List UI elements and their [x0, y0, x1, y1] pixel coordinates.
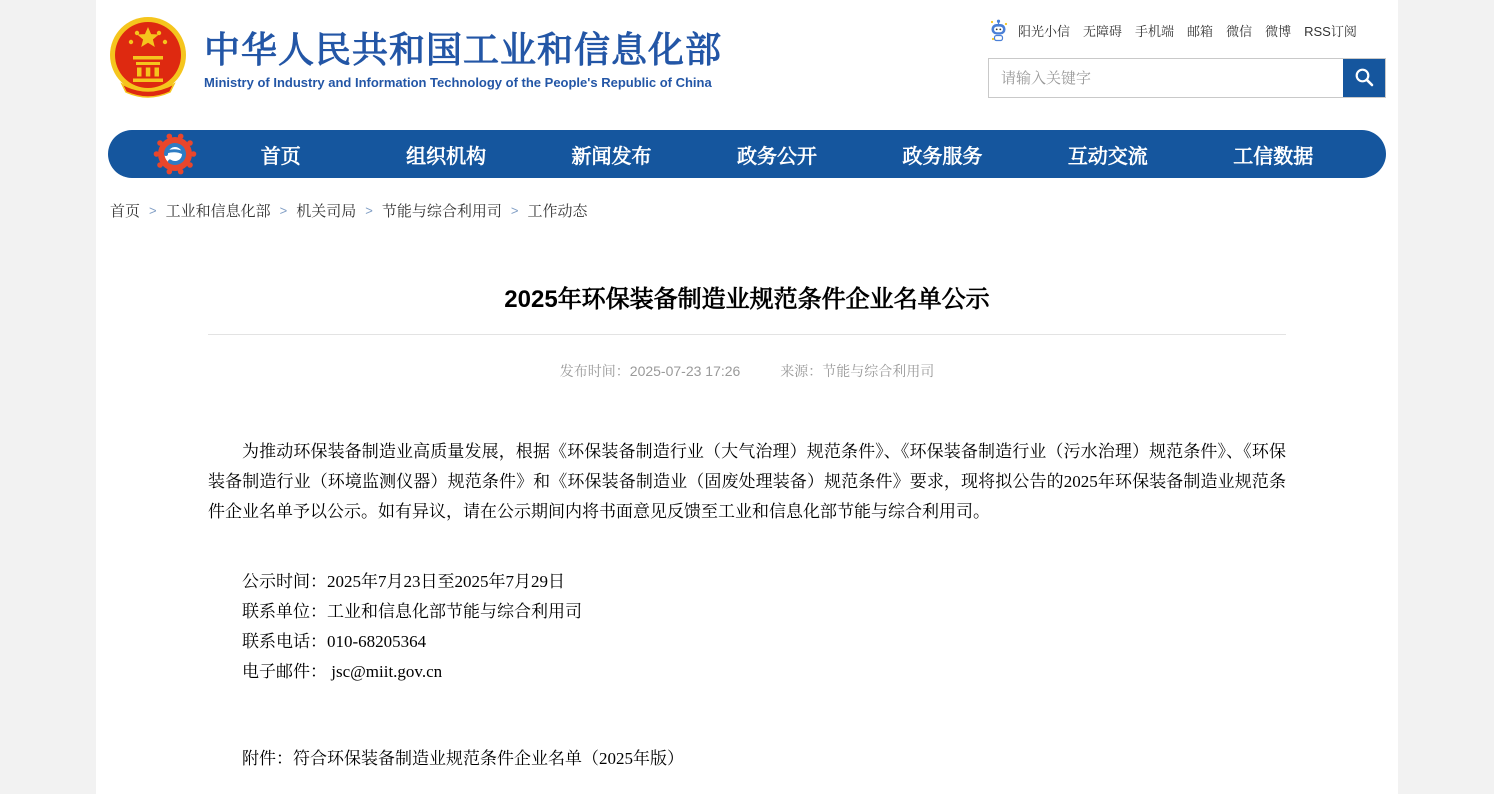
- breadcrumb-item[interactable]: 节能与综合利用司: [381, 203, 502, 220]
- main-nav: [108, 130, 1386, 178]
- breadcrumb-item[interactable]: 机关司局: [296, 203, 357, 220]
- nav-item[interactable]: 政务服务: [902, 145, 983, 168]
- search-input[interactable]: [989, 59, 1343, 97]
- attachment-link[interactable]: 符合环保装备制造业规范条件企业名单（2025年版）: [293, 749, 684, 768]
- assistant-robot-icon: [988, 18, 1009, 43]
- breadcrumb-separator-icon: >: [365, 203, 373, 218]
- detail-line: 电子邮件： jsc@miit.gov.cn: [242, 662, 443, 681]
- article-paragraph: 为推动环保装备制造业高质量发展，根据《环保装备制造行业（大气治理）规范条件》、《环保装备制造行业（污水治理）规范条件》、《环保装备制造行业（环境监测仪器）规范条件》和《环保装备制造业（固废处理装备）规范条件》要求，现将拟公告的2025年环保装备制造业规范条件企业名单予以公示。如有异议，请在公示期间内将书面意见反馈至工业和信息化部节能与综合利用司。: [208, 442, 1286, 521]
- breadcrumb-separator-icon: >: [149, 203, 157, 218]
- breadcrumb-item[interactable]: 工作动态: [527, 203, 588, 220]
- page-title: 2025年环保装备制造业规范条件企业名单公示: [504, 286, 990, 313]
- utility-links: [988, 18, 1386, 43]
- utility-link[interactable]: 阳光小信: [1018, 24, 1071, 39]
- search-bar: [988, 58, 1386, 98]
- utility-link[interactable]: 微博: [1265, 24, 1292, 39]
- nav-item[interactable]: 组织机构: [406, 145, 487, 168]
- detail-line: 联系电话：010-68205364: [242, 632, 427, 651]
- nav-items: [198, 140, 1356, 169]
- title-divider: [208, 334, 1286, 335]
- site-title: 中华人民共和国工业和信息化部: [204, 28, 723, 70]
- site-logo-link[interactable]: [108, 14, 722, 105]
- utility-link[interactable]: 邮箱: [1187, 24, 1214, 39]
- article: [108, 279, 1386, 774]
- site-title-en: Ministry of Industry and Information Technology of the People's Republic of China: [204, 75, 712, 91]
- magnifier-icon: [1353, 66, 1375, 91]
- national-emblem-icon: [108, 14, 188, 105]
- utility-link[interactable]: 手机端: [1135, 24, 1175, 39]
- header-utilities: [988, 14, 1386, 98]
- site-header: [108, 0, 1386, 116]
- detail-line: 公示时间：2025年7月23日至2025年7月29日: [242, 572, 565, 591]
- utility-link[interactable]: 微信: [1226, 24, 1253, 39]
- site-title-block: [204, 29, 722, 90]
- attachment-label: 附件：: [242, 749, 293, 768]
- utility-link[interactable]: RSS订阅: [1304, 24, 1357, 39]
- detail-line: 联系单位：工业和信息化部节能与综合利用司: [242, 602, 582, 621]
- nav-item[interactable]: 互动交流: [1067, 145, 1148, 168]
- search-button[interactable]: [1343, 59, 1385, 97]
- contact-details: [208, 567, 1286, 687]
- nav-item[interactable]: 新闻发布: [571, 145, 652, 168]
- gear-e-logo-icon[interactable]: [152, 131, 198, 177]
- attachment-line: [208, 744, 1286, 774]
- article-source: 来源：节能与综合利用司: [780, 363, 935, 379]
- breadcrumb-item[interactable]: 首页: [110, 203, 141, 220]
- breadcrumb-item[interactable]: 工业和信息化部: [165, 203, 271, 220]
- nav-item[interactable]: 政务公开: [736, 145, 817, 168]
- publish-time: 发布时间：2025-07-23 17:26: [559, 363, 741, 379]
- nav-item[interactable]: 首页: [260, 145, 301, 168]
- breadcrumb-separator-icon: >: [279, 203, 288, 218]
- utility-link[interactable]: 无障碍: [1083, 24, 1123, 39]
- page-wrapper: [96, 0, 1398, 794]
- article-body: [208, 437, 1286, 774]
- breadcrumb: [108, 200, 1386, 221]
- nav-item[interactable]: 工信数据: [1233, 145, 1314, 168]
- breadcrumb-separator-icon: >: [510, 203, 519, 218]
- article-meta: [208, 361, 1286, 381]
